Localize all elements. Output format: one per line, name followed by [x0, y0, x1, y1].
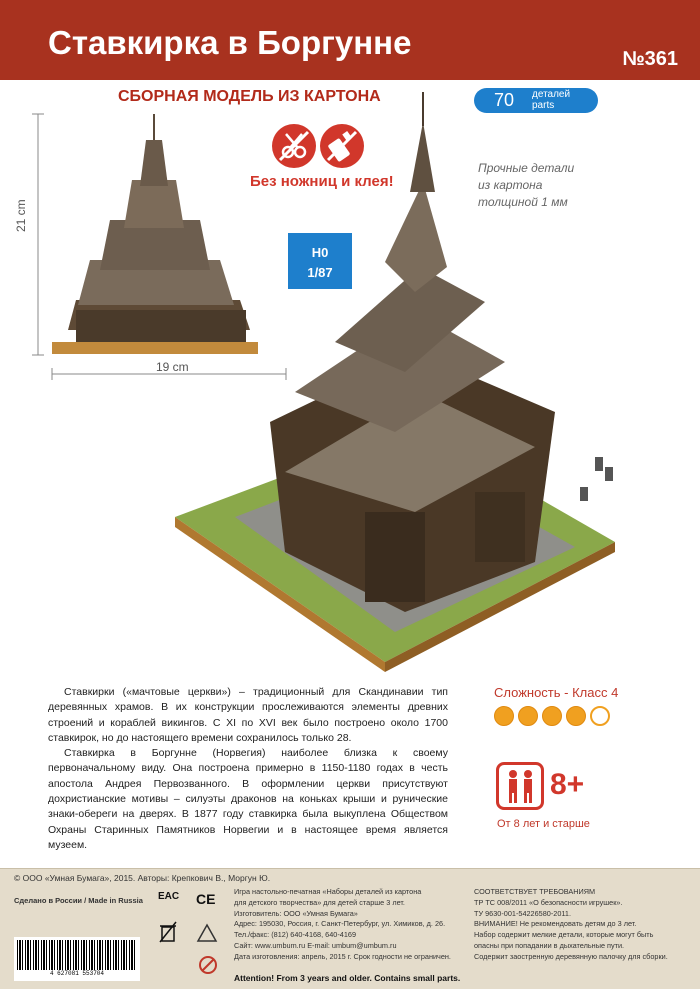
- age-icon: [496, 762, 544, 810]
- barcode-bars: [17, 940, 137, 970]
- width-label: 19 cm: [156, 360, 189, 374]
- footer: [0, 868, 700, 989]
- height-label: 21 cm: [14, 199, 28, 232]
- smile-filled-icon: [542, 706, 562, 726]
- info-line: для детского творчества» для детей старше 3 лет.: [234, 897, 405, 907]
- age-text: От 8 лет и старше: [497, 818, 590, 830]
- parts-label-en: parts: [532, 100, 555, 111]
- scale-ratio: 1/87: [307, 265, 333, 280]
- note-line: толщиной 1 мм: [478, 195, 568, 209]
- info-line: ВНИМАНИЕ! Не рекомендовать детям до 3 лет.: [474, 919, 637, 929]
- description-paragraph: Ставкирки («мачтовые церкви») – традиционный для Скандинавии тип деревянных храмов. В их конструкции прослеживаются элементы древних строений и кораблей викингов. С XI по XVI век было построено около 1700 ставкирок, но до настоящего времени сохранилось только 28.: [48, 686, 448, 744]
- parts-count: 70: [494, 90, 515, 110]
- barcode-number: 4 627081 553704: [49, 970, 104, 977]
- subtitle: СБОРНАЯ МОДЕЛЬ ИЗ КАРТОНА: [118, 88, 381, 105]
- age-warning-icon: [198, 955, 218, 975]
- parts-label-ru: деталей: [532, 89, 571, 100]
- info-line: Игра настольно-печатная «Наборы деталей из картона: [234, 887, 422, 896]
- catalog-number: №361: [622, 48, 678, 70]
- no-scissors-glue-text: Без ножниц и клея!: [250, 173, 394, 190]
- recycle-icon: [196, 923, 218, 943]
- info-line: Набор содержит мелкие детали, которые могут быть: [474, 930, 654, 940]
- trash-bin-icon: [158, 921, 178, 943]
- info-line: Дата изготовления: апрель, 2015 г. Срок годности не ограничен.: [234, 951, 451, 961]
- note-line: Прочные детали: [478, 161, 575, 175]
- difficulty-rating: [494, 706, 614, 731]
- product-info: [234, 887, 474, 963]
- barcode: [14, 937, 140, 981]
- copyright: © ООО «Умная Бумага», 2015. Авторы: Крепкович В., Моргун Ю.: [14, 873, 271, 883]
- info-line: ТР ТС 008/2011 «О безопасности игрушек».: [474, 897, 623, 907]
- eac-mark: EAC: [158, 891, 180, 902]
- smile-filled-icon: [518, 706, 538, 726]
- info-line: Тел./факс: (812) 640-4168, 640-4169: [234, 930, 357, 940]
- info-line: ТУ 9630-001-54226580-2011.: [474, 908, 572, 918]
- info-line: Изготовитель: ООО «Умная Бумага»: [234, 908, 358, 918]
- age-value: 8+: [550, 768, 585, 801]
- difficulty-label: Сложность - Класс 4: [494, 685, 619, 700]
- page-title: Ставкирка в Боргунне: [48, 24, 412, 61]
- ce-mark: CE: [196, 891, 216, 907]
- scale-code: H0: [311, 245, 329, 260]
- description: [48, 685, 448, 853]
- info-line: Содержит заостренную деревянную палочку для сборки.: [474, 951, 668, 961]
- safety-info: [474, 887, 694, 963]
- description-paragraph: Ставкирка в Боргунне (Норвегия) наиболее близка к своему первоначальному виду. Она построена примерно в 1150-1180 годах в честь апостола Андрея Первозванного. В оформлении церкви присутствуют дохристианские мотивы – силуэты драконов на коньках крыши и рунические знаки-обереги на дверях. В 1877 году ставкирка была выкуплена Обществом Охраны Старинных Памятников Норвегии и в настоящее время является музеем.: [48, 747, 448, 851]
- info-line: СООТВЕТСТВУЕТ ТРЕБОВАНИЯМ: [474, 887, 596, 896]
- attention-text: Attention! From 3 years and older. Contains small parts.: [234, 973, 461, 983]
- header-bar: [0, 0, 700, 80]
- church-model-image: [175, 92, 635, 672]
- smile-filled-icon: [494, 706, 514, 726]
- made-in: Сделано в России / Made in Russia: [14, 896, 143, 905]
- info-line: Сайт: www.umbum.ru E-mail: umbum@umbum.ru: [234, 940, 397, 950]
- info-line: Адрес: 195030, Россия, г. Санкт-Петербург, ул. Химиков, д. 26.: [234, 919, 446, 929]
- smile-empty-icon: [590, 706, 610, 726]
- smile-filled-icon: [566, 706, 586, 726]
- info-line: опасны при попадании в дыхательные пути.: [474, 940, 625, 950]
- note-line: из картона: [478, 178, 543, 192]
